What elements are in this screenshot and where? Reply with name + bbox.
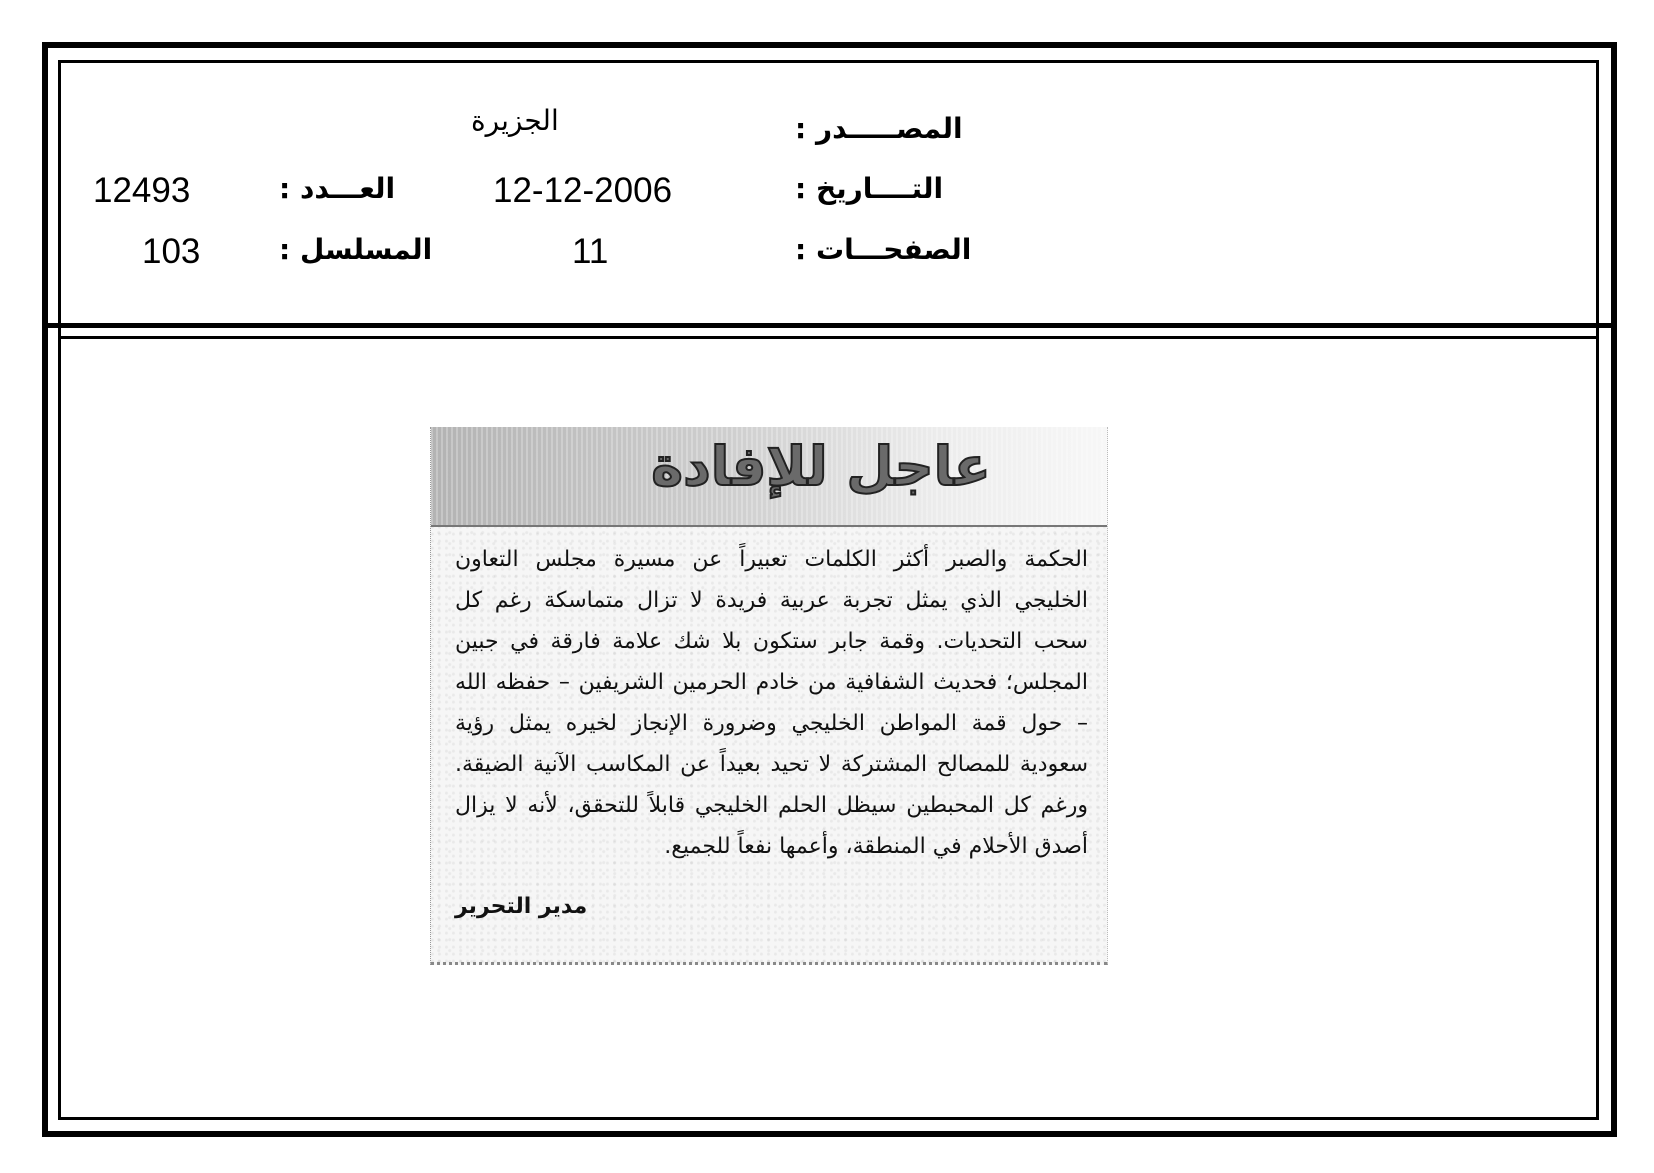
pages-label: الصفحـــات : [795,233,972,266]
newspaper-clipping [430,427,1108,965]
clipping-header [431,427,1107,527]
pages-value: 11 [572,232,609,271]
source-value: الجزيرة [471,104,559,137]
date-value: 12-12-2006 [493,171,673,210]
clipping-title: عاجل للإفادة [651,435,991,498]
clipping-body: الحكمة والصبر أكثر الكلمات تعبيراً عن مسيرة مجلس التعاون الخليجي الذي يمثل تجربة عربية فريدة لا تزال متماسكة رغم كل سحب التحديات. وقمة جابر ستكون بلا شك علامة فارقة في جبين المجلس؛ فحديث الشفافية من خادم الحرمين الشريفين – حفظه الله – حول قمة المواطن الخليجي وضرورة الإنجاز لخيره يمثل رؤية سعودية للمصالح المشتركة لا تحيد بعيداً عن المكاسب الآنية الضيقة. ورغم كل المحبطين سيظل الحلم الخليجي قابلاً للتحقق، لأنه لا يزال أصدق الأحلام في المنطقة، وأعمها نفعاً للجميع. [455,547,1088,859]
clipping-signature: مدير التحرير [455,894,588,919]
header-divider-inner [58,336,1599,339]
source-label: المصـــــدر : [795,112,963,145]
date-label: التــــاريخ : [795,172,944,205]
issue-value: 12493 [93,171,191,210]
serial-value: 103 [142,232,201,271]
serial-label: المسلسل : [279,233,433,266]
issue-label: العـــدد : [279,172,396,205]
header-divider [42,323,1617,328]
